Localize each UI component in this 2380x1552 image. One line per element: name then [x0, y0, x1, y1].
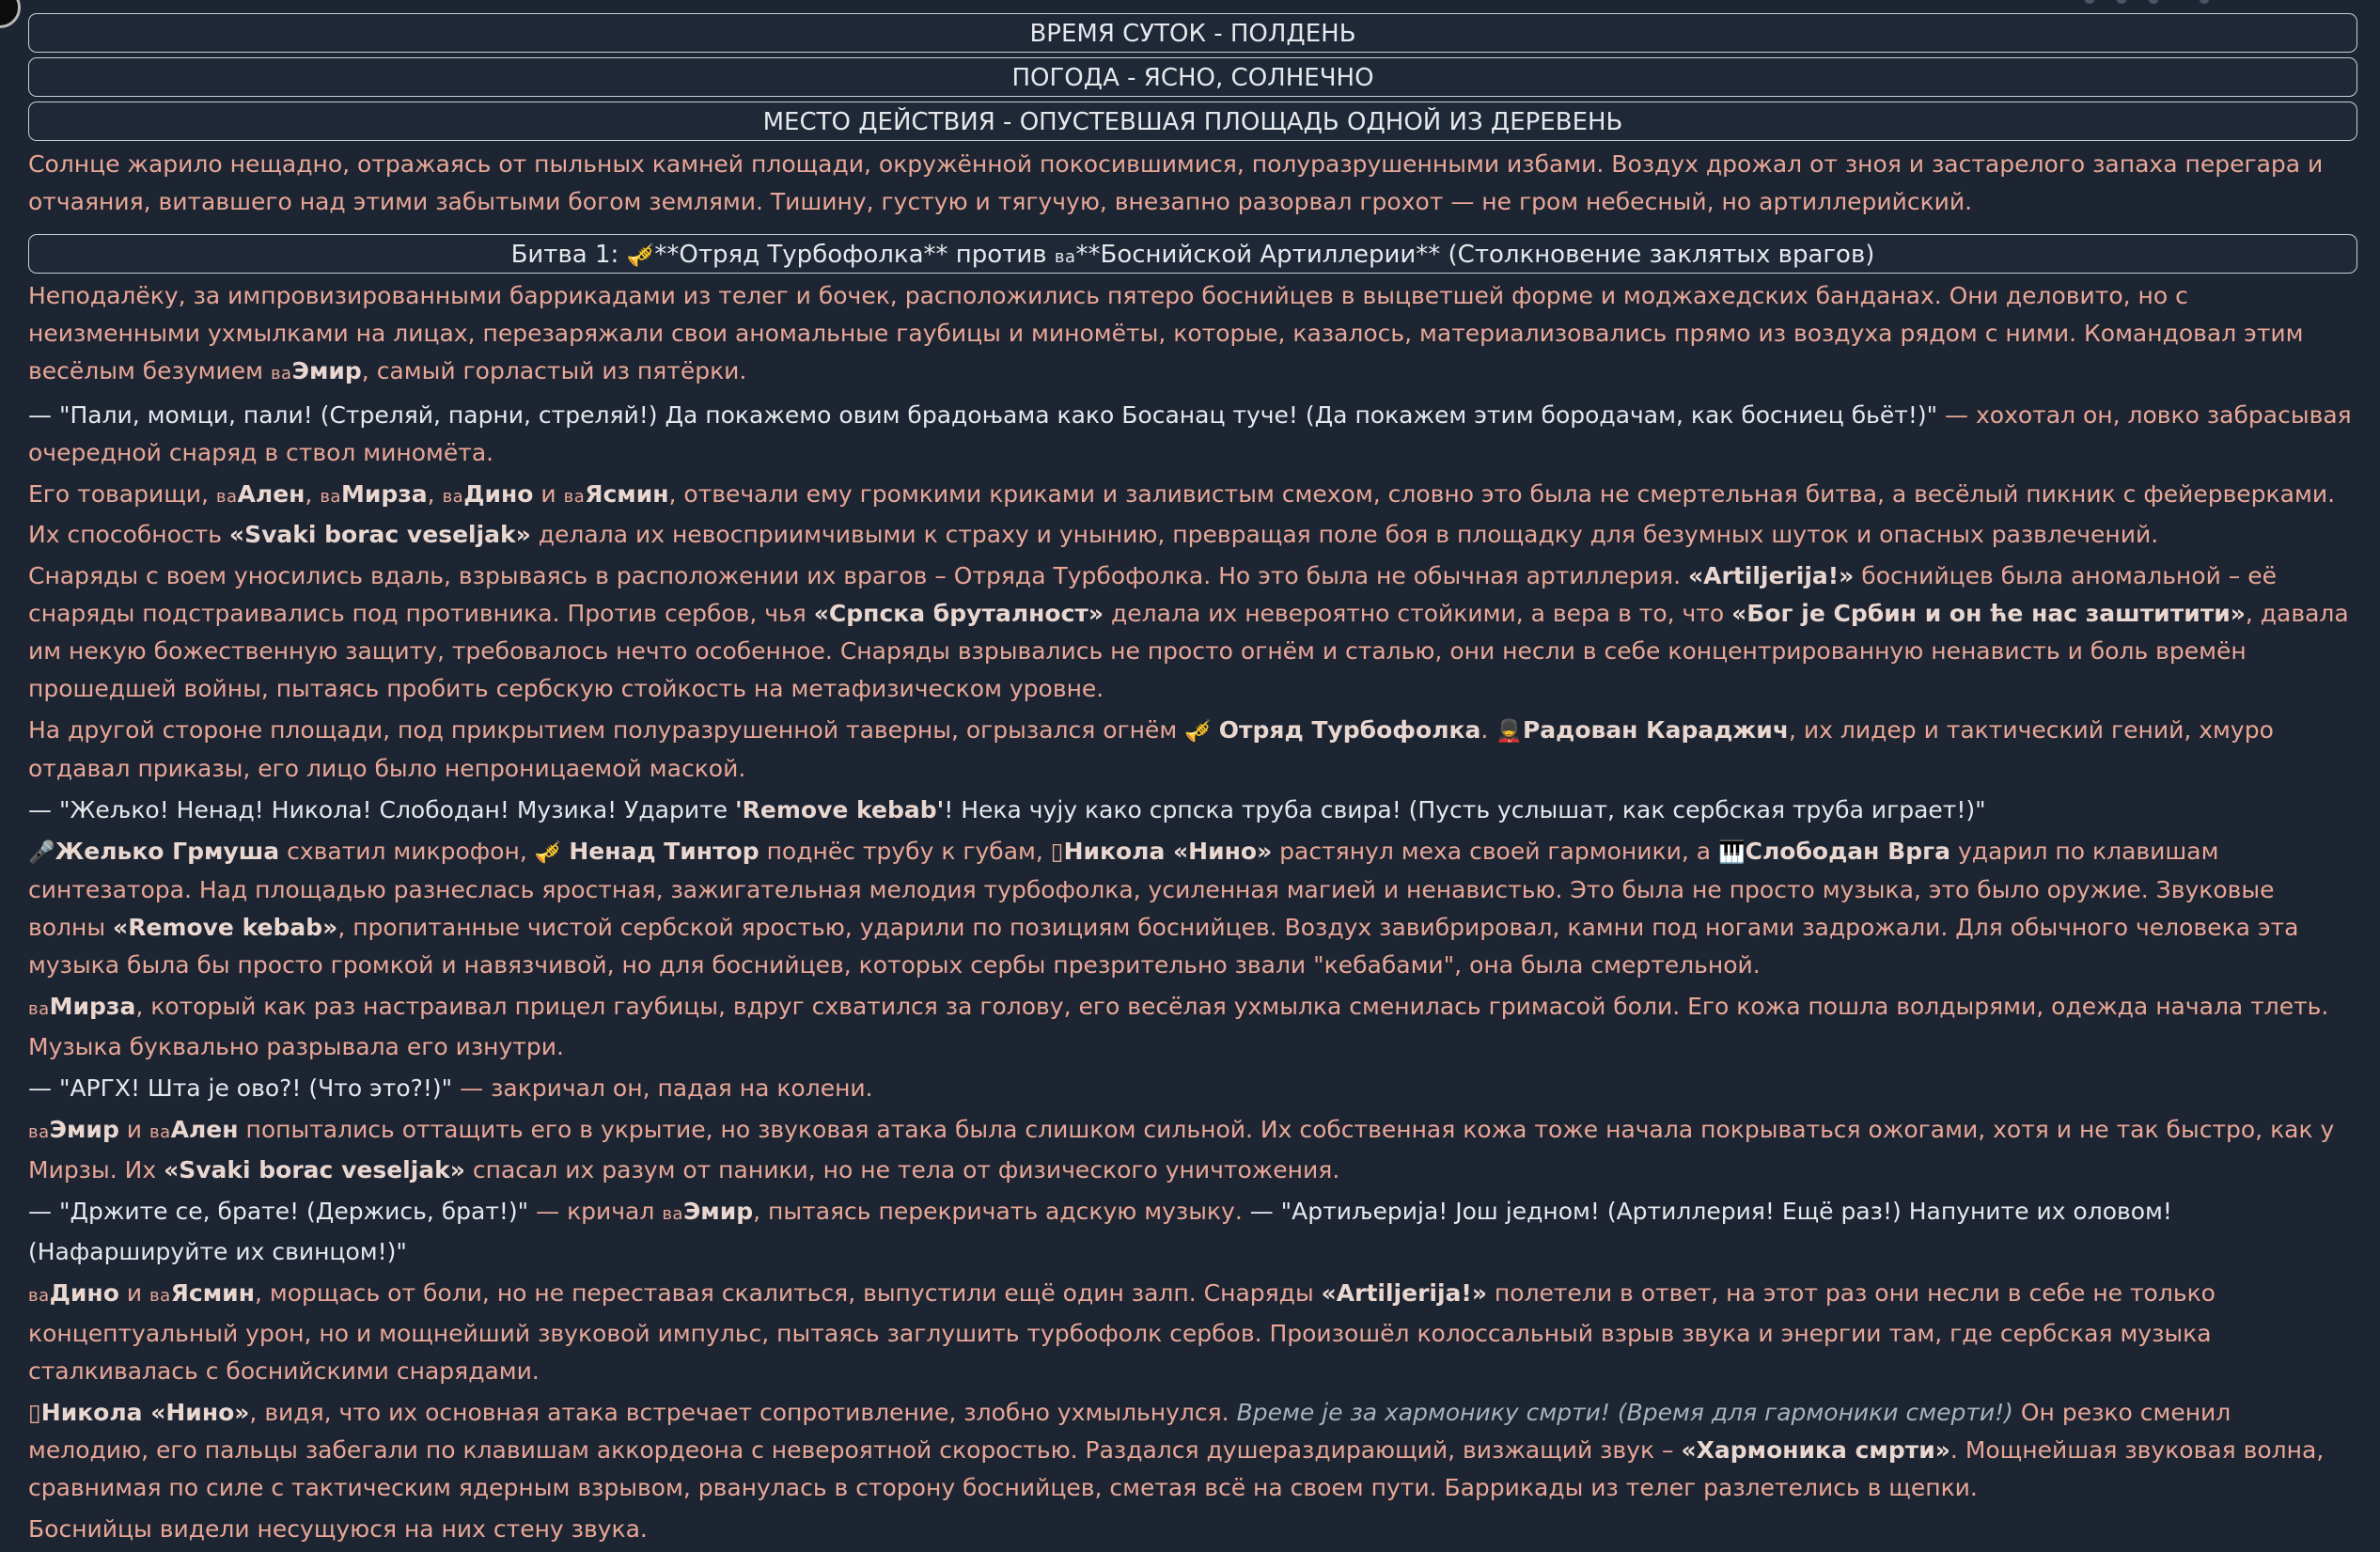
accordion-icon: ▯ [1050, 838, 1064, 865]
bosnia-flag-icon: ва [28, 1286, 50, 1306]
italic-thought: Време је за хармонику смрти! (Время для гармоники смерти!) [1236, 1399, 2013, 1426]
bosnia-flag-icon: ва [563, 487, 586, 507]
bosnia-flag-icon: ва [270, 364, 292, 384]
character-name: Никола «Нино» [1063, 838, 1273, 865]
trumpet-icon: 🎺 [1184, 719, 1212, 744]
microphone-icon: 🎤 [28, 840, 55, 865]
character-name: Желько Грмуша [55, 838, 280, 865]
ability-name: «Бог је Србин и он ће нас заштитити» [1731, 600, 2246, 627]
ability-name: «Хармоника смрти» [1681, 1436, 1950, 1464]
character-name: Дино [463, 480, 534, 508]
character-name: Никола «Нино» [40, 1399, 250, 1426]
story-paragraph: — "АРГХ! Шта је ово?! (Что это?!)" — закричал он, падая на колени. [28, 1074, 873, 1102]
story-paragraph: ▯Никола «Нино», видя, что их основная атака встречает сопротивление, злобно ухмыльнулся. Време је за хармонику смрти! (Время для гармоники смерти!) Он резко сменил мелодию, его пальцы забегали по клавишам аккордеона с невероятной скоростью. Раздался душераздирающий, визжащий звук – «Хармоника смрти». Мощнейшая звуковая волна, сравнимая по силе с тактическим ядерным взрывом, рванулась в сторону боснийцев, сметая всё на своем пути. Баррикады из телег разлетелись в щепки. [28, 1399, 2325, 1501]
ability-name: 'Remove kebab' [735, 796, 945, 823]
soldier-icon: 💂 [1495, 719, 1523, 744]
bosnia-flag-icon: ва [149, 1122, 171, 1142]
character-name: Эмир [49, 1116, 119, 1143]
bosnia-flag-icon: ва [215, 487, 238, 507]
window-control-dot[interactable] [2200, 0, 2209, 4]
chat-message [28, 13, 2357, 1552]
character-name: Отряд Турбофолка [1218, 716, 1481, 744]
story-paragraph: 🎤Желько Грмуша схватил микрофон, 🎺 Ненад Тинтор поднёс трубу к губам, ▯Никола «Нино» растянул меха своей гармоники, а 🎹Слободан Врга ударил по клавишам синтезатора. Над площадью разнеслась яростная, зажигательная мелодия турбофолка, усиленная магией и ненавистью. Это была не просто музыка, это было оружие. Звуковые волны «Remove kebab», пропитанные чистой сербской яростью, ударили по позициям боснийцев. Воздух завибрировал, камни под ногами задрожали. Для обычного человека эта музыка была бы просто громкой и навязчивой, но для боснийцев, которых сербы презрительно звали "кебабами", она была смертельной. [28, 838, 2299, 979]
keyboard-icon: 🎹 [1718, 840, 1746, 865]
ability-name: «Српска бруталност» [813, 600, 1104, 627]
character-name: Ален [170, 1116, 239, 1143]
dialogue-quote: — "Пали, момци, пали! (Стреляй, парни, стреляй!) Да покажемо овим брадоњама како Босанац туче! (Да покажем этим бородачам, как босниец бьёт!)" [28, 401, 1938, 429]
dialogue-quote: — "АРГХ! Шта је ово?! (Что это?!)" [28, 1074, 453, 1102]
character-name: Слободан Врга [1745, 838, 1951, 865]
character-name: Мирза [340, 480, 428, 508]
bosnia-flag-icon: ва [1054, 247, 1076, 267]
dialogue-quote: — "Артиљерија! Још једном! (Артиллерия! Ещё раз!) Напуните их оловом! (Нафаршируйте их свинцом!)" [28, 1198, 2172, 1265]
window-control-dot[interactable] [2117, 0, 2126, 4]
story-paragraph: — "Пали, момци, пали! (Стреляй, парни, стреляй!) Да покажемо овим брадоњама како Босанац туче! (Да покажем этим бородачам, как босниец бьёт!)" — хохотал он, ловко забрасывая очередной снаряд в ствол миномёта. [28, 401, 2352, 466]
bosnia-flag-icon: ва [662, 1204, 683, 1224]
avatar[interactable] [0, 0, 21, 28]
story-paragraph: ваМирза, который как раз настраивал прицел гаубицы, вдруг схватился за голову, его весёлая ухмылка сменилась гримасой боли. Его кожа пошла волдырями, одежда начала тлеть. Музыка буквально разрывала его изнутри. [28, 993, 2329, 1060]
ability-name: «Svaki borac veseljak» [164, 1156, 465, 1184]
ability-name: «Artiljerija!» [1321, 1279, 1487, 1307]
story-paragraph: — "Држите се, брате! (Держись, брат!)" — кричал ваЭмир, пытаясь перекричать адскую музыку. — "Артиљерија! Још једном! (Артиллерия! Ещё раз!) Напуните их оловом! (Нафаршируйте их свинцом!)" [28, 1198, 2172, 1265]
story-paragraph: Солнце жарило нещадно, отражаясь от пыльных камней площади, окружённой покосившимися, полуразрушенными избами. Воздух дрожал от зноя и застарелого запаха перегара и отчаяния, витавшего над этими забытыми богом землями. Тишину, густую и тягучую, внезапно разорвал грохот — не гром небесный, но артиллерийский. [28, 150, 2324, 215]
ability-name: «Svaki borac veseljak» [228, 521, 531, 548]
dialogue-quote: — "Жељко! Ненад! Никола! Слободан! Музика! Ударите 'Remove kebab'! Нека чују како српска труба свира! (Пусть услышат, как сербская труба играет!)" [28, 796, 1986, 823]
character-name: Ясмин [585, 480, 669, 508]
story-paragraph: Его товарищи, ваАлен, ваМирза, ваДино и ваЯсмин, отвечали ему громкими криками и заливистым смехом, словно это была не смертельная битва, а весёлый пикник с фейерверками. Их способность «Svaki borac veseljak» делала их невосприимчивыми к страху и унынию, превращая поле боя в площадку для безумных шуток и опасных развлечений. [28, 480, 2336, 548]
ability-name: «Artiljerija!» [1688, 562, 1855, 589]
bosnia-flag-icon: ва [149, 1286, 171, 1306]
story-paragraph: На другой стороне площади, под прикрытием полуразрушенной таверны, огрызался огнём 🎺 Отряд Турбофолка. 💂Радован Караджич, их лидер и тактический гений, хмуро отдавал приказы, его лицо было непроницаемой маской. [28, 716, 2274, 782]
character-name: Ален [237, 480, 305, 508]
trumpet-icon: 🎺 [534, 840, 562, 865]
character-name: Дино [49, 1279, 119, 1307]
battle-banner: Битва 1: 🎺**Отряд Турбофолка** против ва**Боснийской Артиллерии** (Столкновение заклятых врагов) [28, 234, 2357, 274]
character-name: Мирза [49, 993, 136, 1020]
story-paragraph: Неподалёку, за импровизированными баррикадами из телег и бочек, расположились пятеро боснийцев в выцветшей форме и моджахедских банданах. Они деловито, но с неизменными ухмылками на лицах, перезаряжали свои аномальные гаубицы и миномёты, которые, казалось, материализовались прямо из воздуха рядом с ними. Командовал этим весёлым безумием ваЭмир, самый горластый из пятёрки. [28, 282, 2304, 384]
dialogue-quote: — "Држите се, брате! (Держись, брат!)" [28, 1198, 529, 1225]
character-name: Эмир [682, 1198, 754, 1225]
banner-weather: ПОГОДА - ЯСНО, СОЛНЕЧНО [28, 57, 2357, 97]
window-control-dot[interactable] [2149, 0, 2158, 4]
story-paragraph: Снаряды с воем уносились вдаль, взрываясь в расположении их врагов – Отряда Турбофолка. Но это была не обычная артиллерия. «Artiljerija!» боснийцев была аномальной – её снаряды подстраивались под противника. Против сербов, чья «Српска бруталност» делала их невероятно стойкими, а вера в то, что «Бог је Србин и он ће нас заштитити», давала им некую божественную защиту, требовалось нечто особенное. Снаряды взрывались не просто огнём и сталью, они несли в себе концентрированную ненависть и боль времён прошедшей войны, пытаясь пробить сербскую стойкость на метафизическом уровне. [28, 562, 2349, 702]
accordion-icon: ▯ [28, 1399, 41, 1426]
story-paragraph: ваДино и ваЯсмин, морщась от боли, но не переставая скалиться, выпустили ещё один залп. Снаряды «Artiljerija!» полетели в ответ, на этот раз они несли в себе не только концептуальный урон, но и мощнейший звуковой импульс, пытаясь заглушить турбофолк сербов. Произошёл колоссальный взрыв звука и энергии там, где сербская музыка сталкивалась с боснийскими снарядами. [28, 1279, 2216, 1385]
bosnia-flag-icon: ва [28, 999, 50, 1019]
story-paragraph: Боснийцы видели несущуюся на них стену звука. [28, 1515, 648, 1543]
bosnia-flag-icon: ва [28, 1122, 50, 1142]
character-name: Ясмин [170, 1279, 255, 1307]
trumpet-icon: 🎺 [626, 242, 655, 268]
character-name: Эмир [291, 357, 362, 384]
character-name: Радован Караджич [1522, 716, 1789, 744]
character-name: Ненад Тинтор [569, 838, 759, 865]
story-paragraph: ваЭмир и ваАлен попытались оттащить его в укрытие, но звуковая атака была слишком сильной. Их собственная кожа тоже начала покрываться ожогами, хотя и не так быстро, как у Мирзы. Их «Svaki borac veseljak» спасал их разум от паники, но не тела от физического уничтожения. [28, 1116, 2335, 1184]
banner-place: МЕСТО ДЕЙСТВИЯ - ОПУСТЕВШАЯ ПЛОЩАДЬ ОДНОЙ ИЗ ДЕРЕВЕНЬ [28, 102, 2357, 141]
window-control-dot[interactable] [2085, 0, 2094, 4]
ability-name: «Remove kebab» [113, 914, 338, 941]
bosnia-flag-icon: ва [442, 487, 464, 507]
bosnia-flag-icon: ва [320, 487, 341, 507]
banner-time: ВРЕМЯ СУТОК - ПОЛДЕНЬ [28, 13, 2357, 53]
